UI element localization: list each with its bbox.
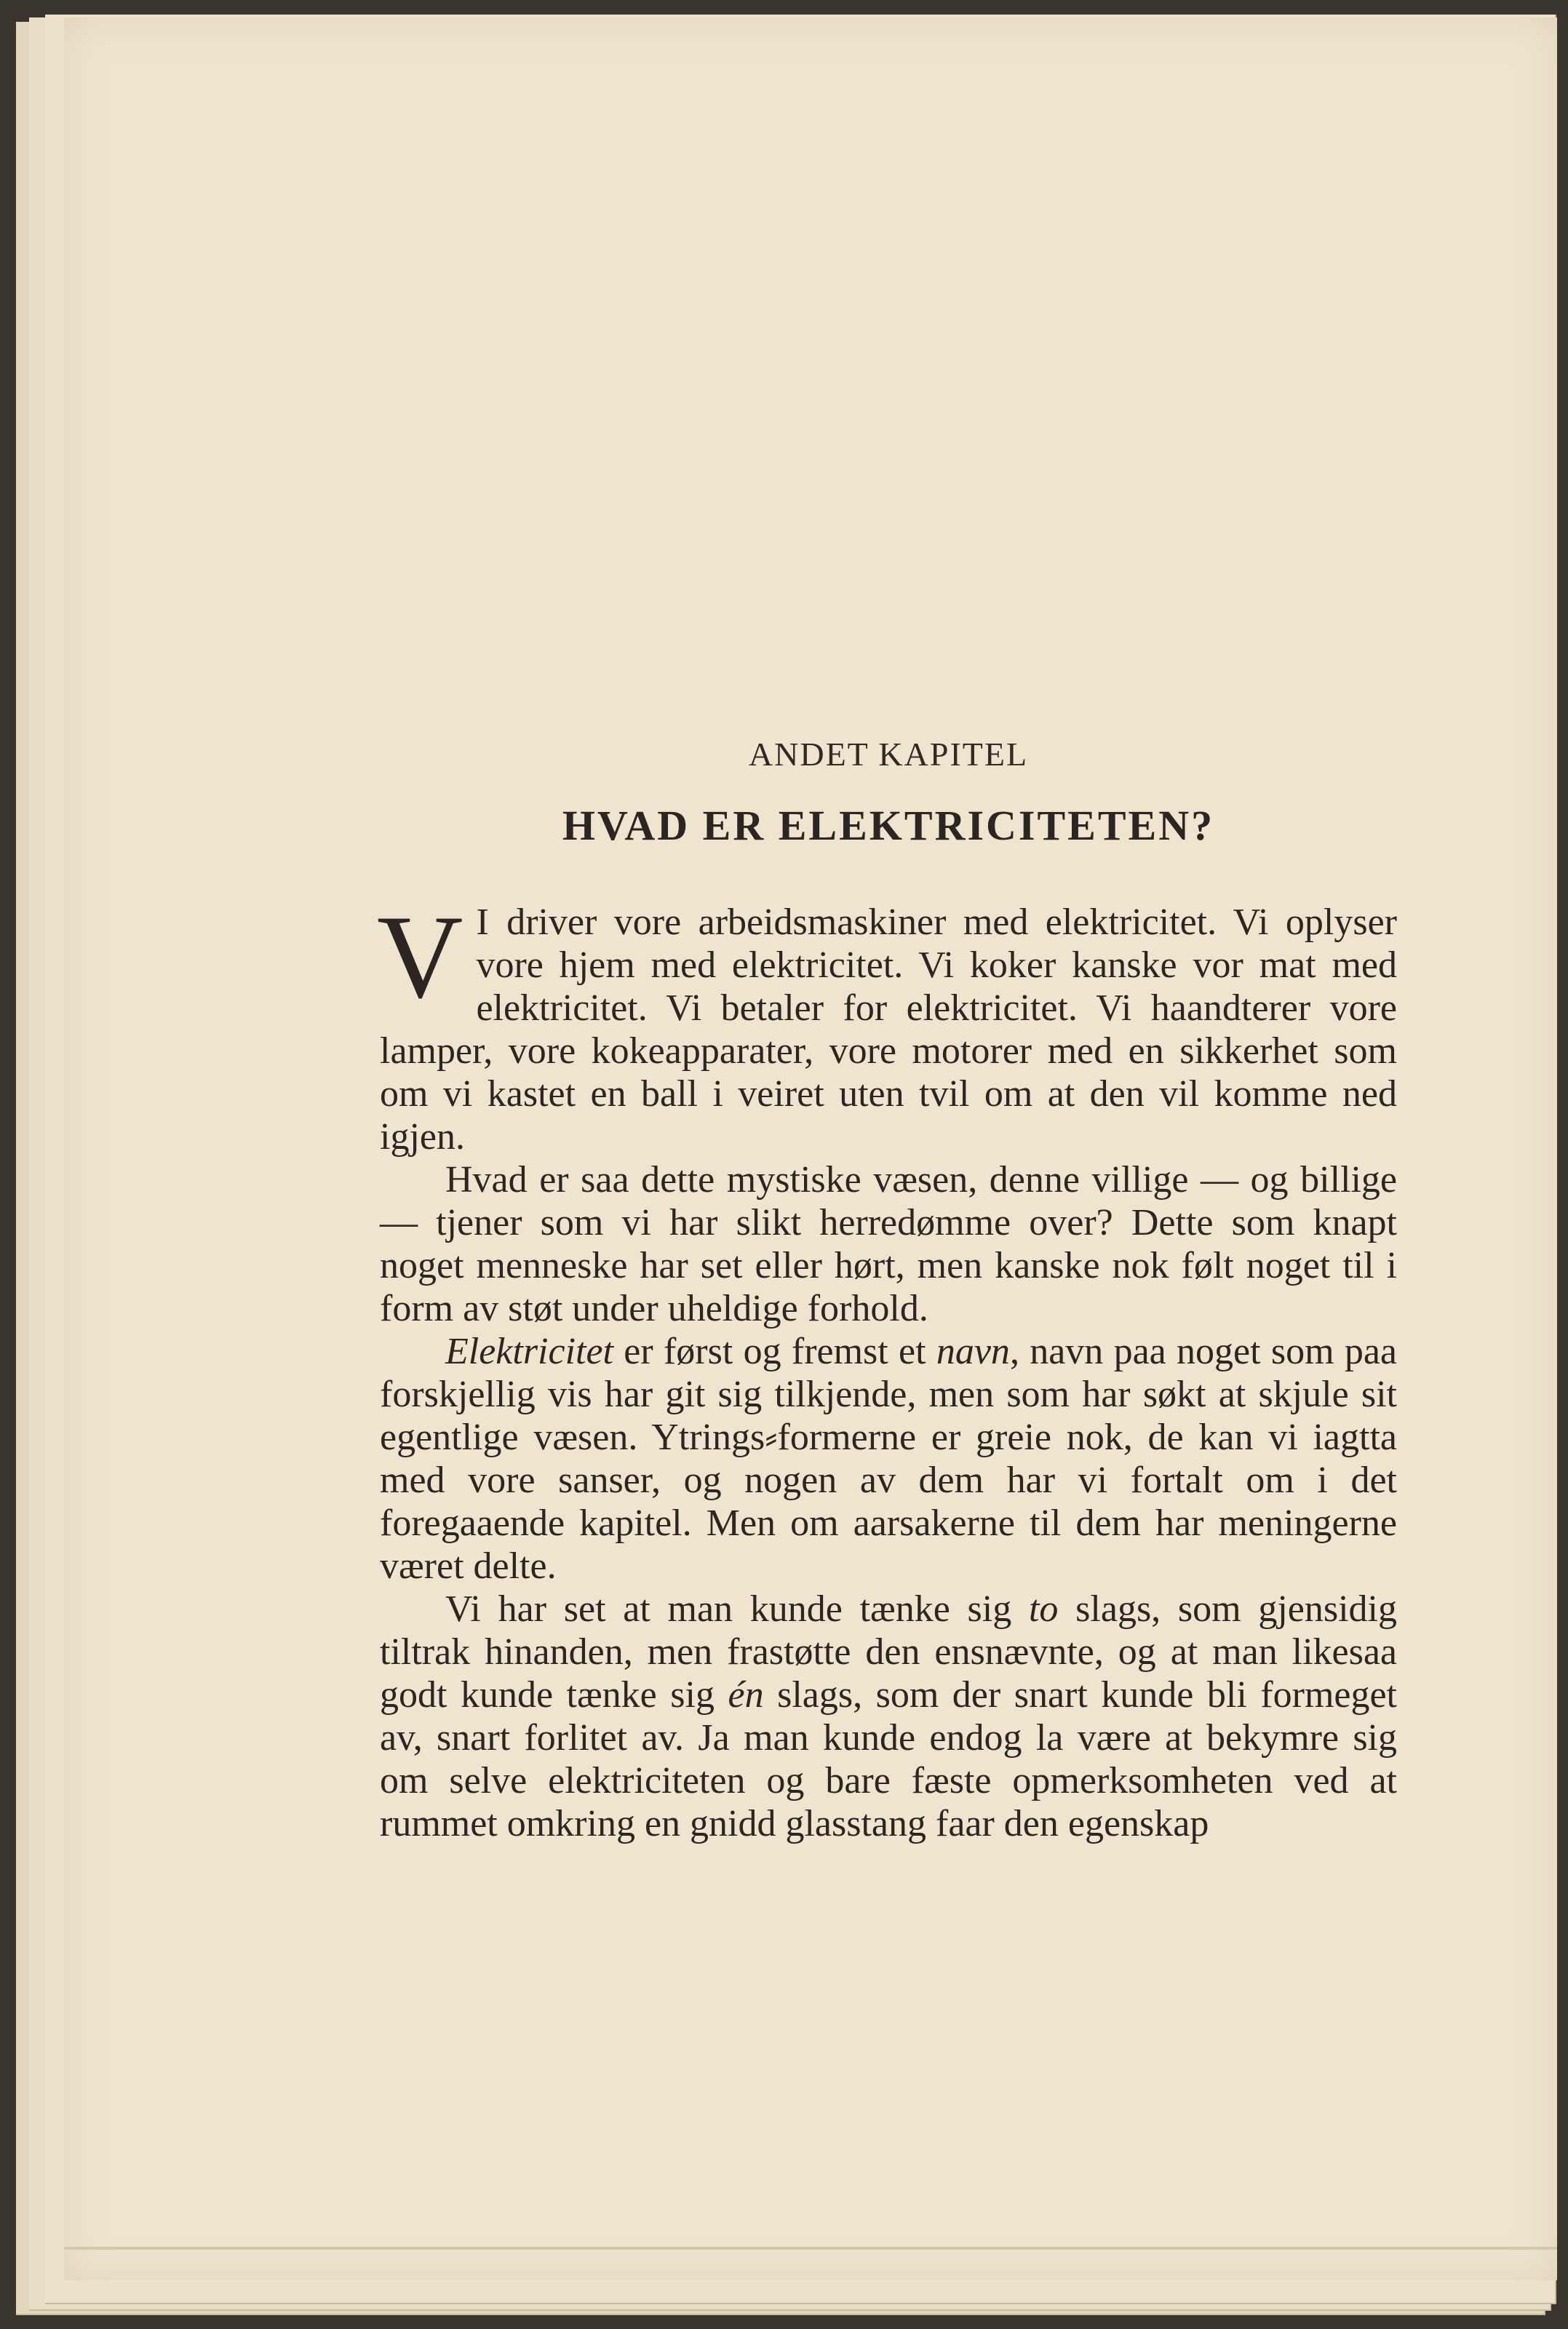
paragraph-1-lead: I	[476, 901, 490, 943]
paragraph-1	[377, 891, 1397, 1158]
paragraph-4-text-3: slags, som der snart kunde bli formeget av, snart forlitet av. Ja man kunde endog la være at bekymre sig om selve elektriciteten og bare fæste opmerksomheten ved at rummet omkring en gnidd glasstang faar den egenskap	[380, 1674, 1397, 1844]
paragraph-3-text-2: , navn paa noget som paa forskjellig vis har git sig tilkjende, men som har søkt at skjule sit egentlige væsen. Ytrings⸗formerne er greie nok, de kan vi iagtta med vore sanser, og nogen av dem har vi fortalt om i det foregaaende kapitel. Men om aarsakerne til dem har meningerne været delte.	[380, 1331, 1397, 1587]
paragraph-3-text-1: er først og fremst et	[613, 1331, 936, 1372]
paragraph-3	[380, 1330, 1397, 1588]
paragraph-2-text: Hvad er saa dette mystiske væsen, denne villige — og billige — tjener som vi har slikt herredømme over? Dette som knapt noget menneske har set eller hørt, men kanske nok følt noget til i form av støt under uheldige forhold.	[380, 1159, 1397, 1329]
paragraph-2	[380, 1158, 1397, 1330]
drop-cap: V	[377, 891, 463, 1023]
paragraph-4	[380, 1588, 1397, 1845]
paragraph-4-emphasis-2: én	[728, 1674, 764, 1716]
paragraph-4-emphasis-1: to	[1028, 1588, 1059, 1630]
paragraph-3-emphasis-1: Elektricitet	[445, 1331, 614, 1372]
paragraph-3-emphasis-2: navn	[936, 1331, 1010, 1372]
paragraph-4-text-2: slags, som gjensidig tiltrak hinanden, men frastøtte den ensnævnte, og at man likesaa godt kunde tænke sig	[380, 1588, 1397, 1716]
chapter-title: HVAD ER ELEKTRICITETEN?	[562, 802, 1215, 849]
paragraph-1-text: driver vore arbeidsmaskiner med elektricitet. Vi oplyser vore hjem med elektricitet. Vi koker kanske vor mat med elektricitet. Vi betaler for elektricitet. Vi haandterer vore lamper, vore kokeapparater, vore motorer med en sikkerhet som om vi kastet en ball i veiret uten tvil om at den vil komme ned igjen.	[380, 901, 1397, 1158]
paragraph-4-text-1: Vi har set at man kunde tænke sig	[445, 1588, 1029, 1630]
chapter-label: ANDET KAPITEL	[748, 736, 1029, 773]
text-block	[377, 735, 1397, 1845]
page-bottom-edge	[64, 2247, 1557, 2250]
